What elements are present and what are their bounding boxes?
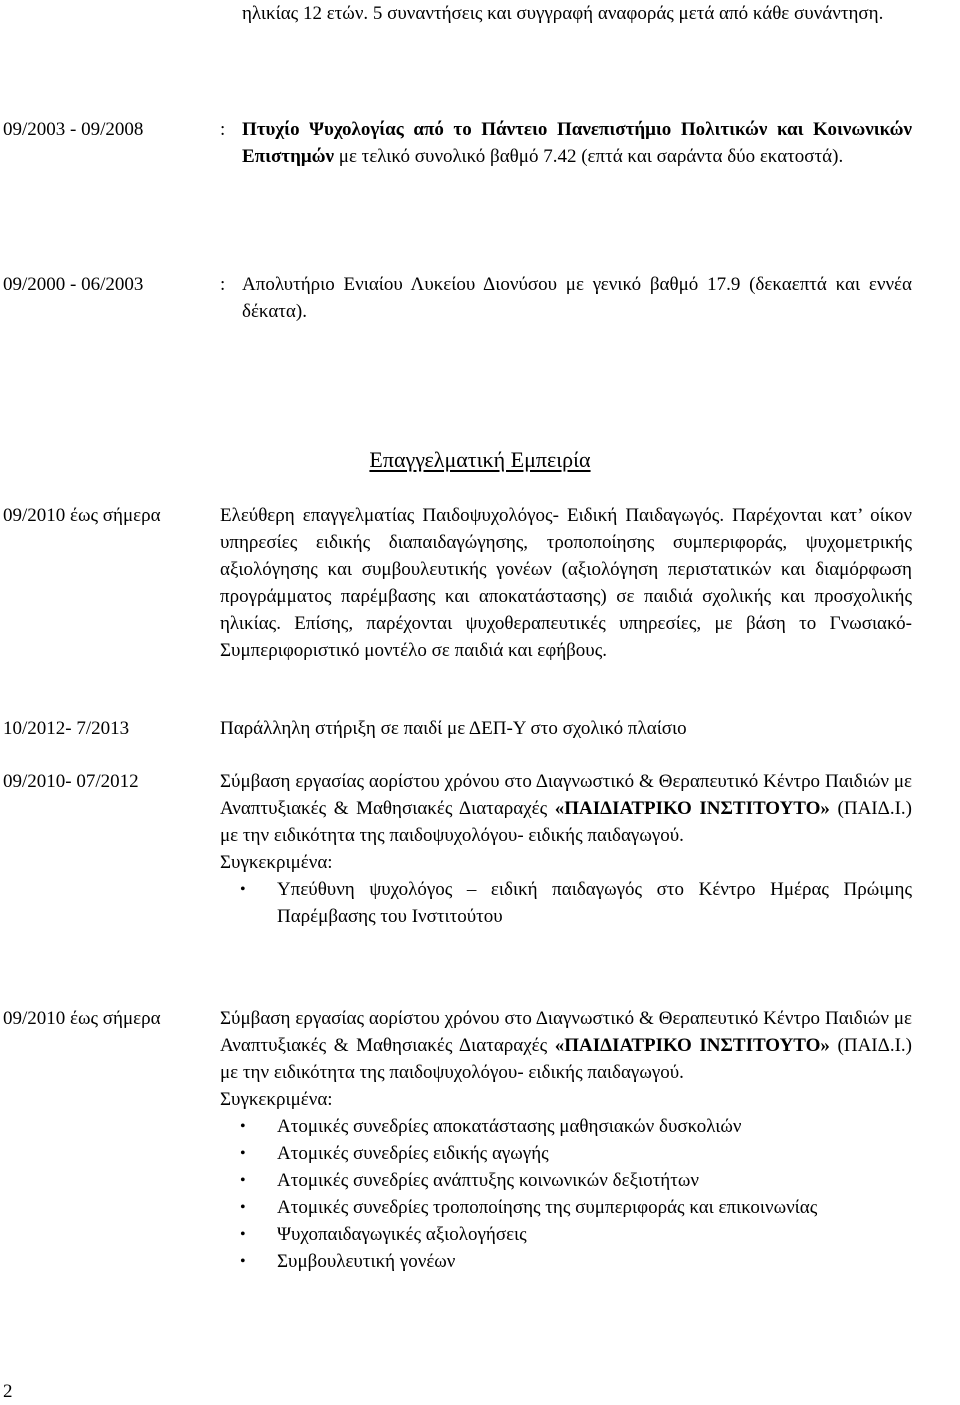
experience-date: 09/2010- 07/2012 [3, 771, 139, 792]
list-item: • Υπεύθυνη ψυχολόγος – ειδική παιδαγωγός στο Κέντρο Ημέρας Πρώιμης Παρέμβασης του Ινστιτούτου [220, 876, 912, 930]
institute-name: «ΠΑΙΔΙΑΤΡΙΚΟ ΙΝΣΤΙΤΟΥΤΟ» [554, 798, 830, 819]
experience-date: 09/2010 έως σήμερα [3, 1008, 161, 1029]
continuation-text: ηλικίας 12 ετών. 5 συναντήσεις και συγγραφή αναφοράς μετά από κάθε συνάντηση. [242, 3, 884, 24]
duties-list [220, 876, 912, 930]
specifically-label: Συγκεκριμένα: [220, 852, 333, 873]
experience-entry: Ελεύθερη επαγγελματίας Παιδοψυχολόγος- Ειδική Παιδαγωγός. Παρέχονται κατ’ οίκον υπηρεσίες ειδικής διαπαιδαγώγησης, τροποποίησης συμπεριφοράς, ψυχομετρικής αξιολόγησης και συμβουλευτικής γονέων (αξιολόγηση περιστατικών και διαμόρφωση προγράμματος παρέμβασης και αποκατάστασης) σε παιδιά σχολικής και προσχολικής ηλικίας. Επίσης, παρέχονται ψυχοθεραπευτικές υπηρεσίες, με βάση το Γνωσιακό-Συμπεριφοριστικό μοντέλο σε παιδιά και εφήβους. [220, 505, 912, 661]
list-item: • Συμβουλευτική γονέων [220, 1248, 912, 1275]
degree-title: Πτυχίο Ψυχολογίας από το Πάντειο Πανεπιστήμιο Πολιτικών και Κοινωνικών Επιστημών [242, 119, 912, 167]
degree-grade: με τελικό συνολικό βαθμό 7.42 (επτά και σαράντα δύο εκατοστά). [334, 146, 844, 167]
experience-entry [220, 1005, 912, 1275]
experience-entry [220, 768, 912, 930]
specifically-label: Συγκεκριμένα: [220, 1089, 333, 1110]
education-date: 09/2000 - 06/2003 [3, 274, 144, 295]
list-item: • Ατομικές συνεδρίες ειδικής αγωγής [220, 1140, 912, 1167]
bullet-icon: • [240, 1253, 246, 1270]
experience-paragraph: Σύμβαση εργασίας αορίστου χρόνου στο Διαγνωστικό & Θεραπευτικό Κέντρο Παιδιών με Αναπτυξιακές & Μαθησιακές Διαταραχές «ΠΑΙΔΙΑΤΡΙΚΟ ΙΝΣΤΙΤΟΥΤΟ» (ΠΑΙΔ.Ι.) με την ειδικότητα της παιδοψυχολόγου- ειδικής παιδαγωγού. [220, 1008, 912, 1083]
list-item: • Ατομικές συνεδρίες αποκατάστασης μαθησιακών δυσκολιών [220, 1113, 912, 1140]
colon-separator: : [220, 119, 226, 140]
colon-separator: : [220, 274, 226, 295]
page-number: 2 [3, 1381, 13, 1402]
bullet-icon: • [240, 881, 246, 898]
bullet-icon: • [240, 1226, 246, 1243]
list-item: • Ατομικές συνεδρίες τροποποίησης της συμπεριφοράς και επικοινωνίας [220, 1194, 912, 1221]
bullet-icon: • [240, 1118, 246, 1135]
education-entry-lyceum: Απολυτήριο Ενιαίου Λυκείου Διονύσου με γενικό βαθμό 17.9 (δεκαεπτά και εννέα δέκατα). [242, 274, 912, 322]
bullet-icon: • [240, 1172, 246, 1189]
experience-entry: Παράλληλη στήριξη σε παιδί με ΔΕΠ-Υ στο σχολικό πλαίσιο [220, 718, 687, 739]
section-heading: Επαγγελματική Εμπειρία [369, 447, 591, 472]
experience-paragraph: Σύμβαση εργασίας αορίστου χρόνου στο Διαγνωστικό & Θεραπευτικό Κέντρο Παιδιών με Αναπτυξιακές & Μαθησιακές Διαταραχές «ΠΑΙΔΙΑΤΡΙΚΟ ΙΝΣΤΙΤΟΥΤΟ» (ΠΑΙΔ.Ι.) με την ειδικότητα της παιδοψυχολόγου- ειδικής παιδαγωγού. [220, 771, 912, 846]
education-entry-degree [242, 116, 912, 170]
list-item: • Ψυχοπαιδαγωγικές αξιολογήσεις [220, 1221, 912, 1248]
education-date: 09/2003 - 09/2008 [3, 119, 144, 140]
bullet-icon: • [240, 1199, 246, 1216]
list-item: • Ατομικές συνεδρίες ανάπτυξης κοινωνικών δεξιοτήτων [220, 1167, 912, 1194]
institute-name: «ΠΑΙΔΙΑΤΡΙΚΟ ΙΝΣΤΙΤΟΥΤΟ» [554, 1035, 830, 1056]
experience-date: 09/2010 έως σήμερα [3, 505, 161, 526]
experience-date: 10/2012- 7/2013 [3, 718, 130, 739]
duties-list [220, 1113, 912, 1275]
bullet-icon: • [240, 1145, 246, 1162]
